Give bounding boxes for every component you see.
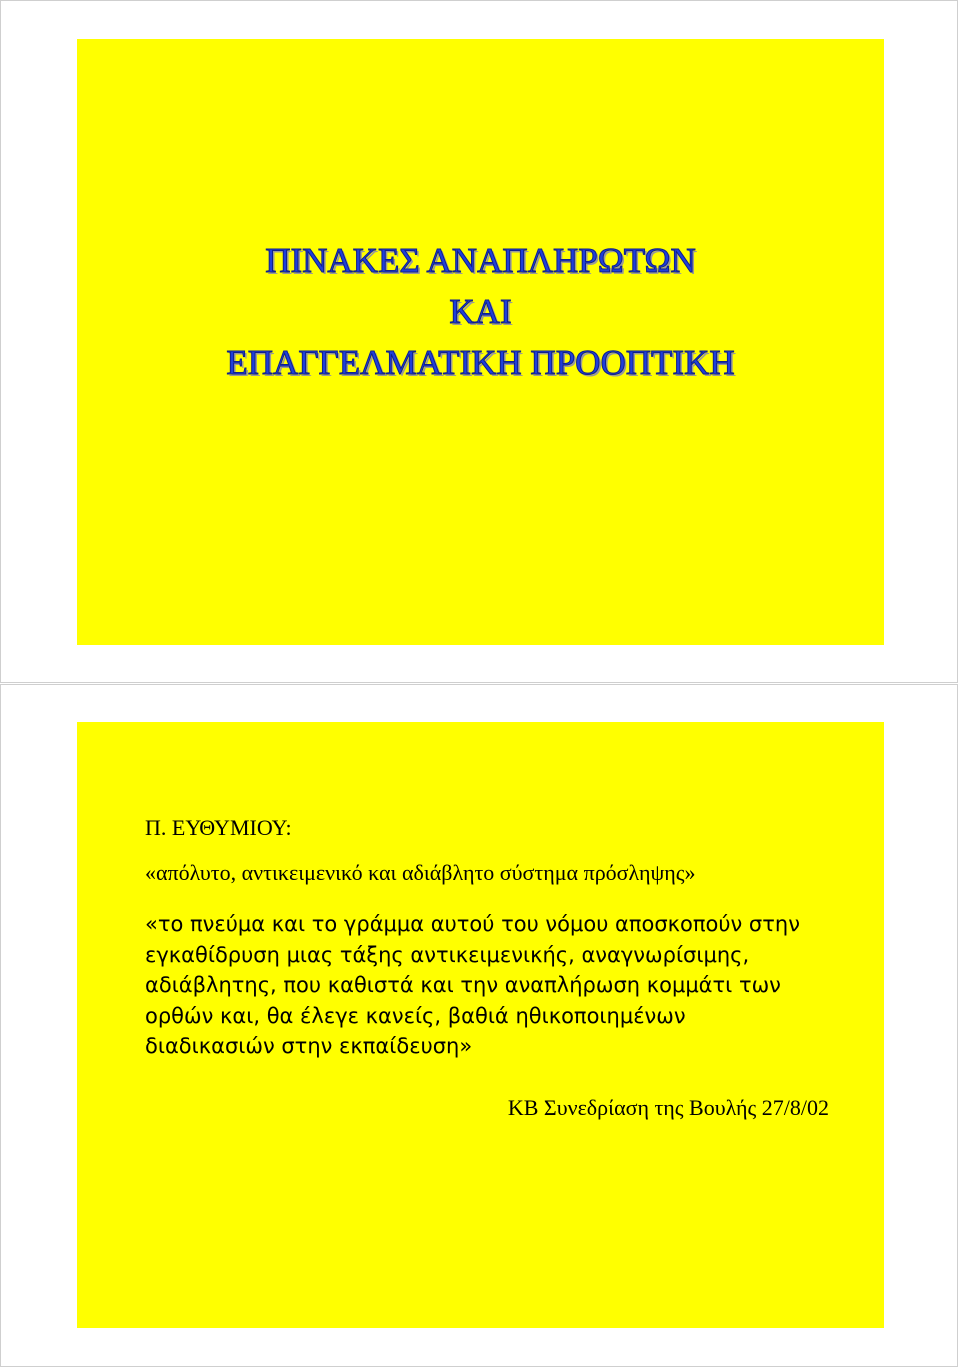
quote-author: Π. ΕΥΘΥΜΙΟΥ: — [145, 815, 292, 840]
title-line-1: ΠΙΝΑΚΕΣ ΑΝΑΠΛΗΡΩΤΩΝ — [265, 241, 696, 280]
page-2 — [0, 684, 958, 1367]
slide-title — [77, 235, 884, 388]
title-slide — [77, 39, 884, 645]
title-line-3: ΕΠΑΓΓΕΛΜΑΤΙΚΗ ΠΡΟΟΠΤΙΚΗ — [226, 343, 735, 382]
quote-long-line-4: ορθών και, θα έλεγε κανείς, βαθιά ηθικοποιημένων — [145, 1003, 686, 1028]
quote-short: «απόλυτο, αντικειμενικό και αδιάβλητο σύστημα πρόσληψης» — [145, 860, 696, 885]
title-line-2: ΚΑΙ — [449, 292, 512, 331]
quote-long — [145, 909, 835, 1062]
quote-long-line-1: «το πνεύμα και το γράμμα αυτού του νόμου αποσκοπούν στην — [145, 912, 800, 936]
quote-long-line-3: αδιάβλητης, που καθιστά και την αναπλήρωση κομμάτι των — [145, 973, 781, 997]
quote-source: ΚΒ Συνεδρίαση της Βουλής 27/8/02 — [507, 1095, 829, 1120]
page-1 — [0, 0, 958, 683]
quote-long-line-2: εγκαθίδρυση μιας τάξης αντικειμενικής, αναγνωρίσιμης, — [145, 942, 750, 967]
quote-slide — [77, 722, 884, 1328]
quote-long-line-5: διαδικασιών στην εκπαίδευση» — [145, 1034, 473, 1058]
